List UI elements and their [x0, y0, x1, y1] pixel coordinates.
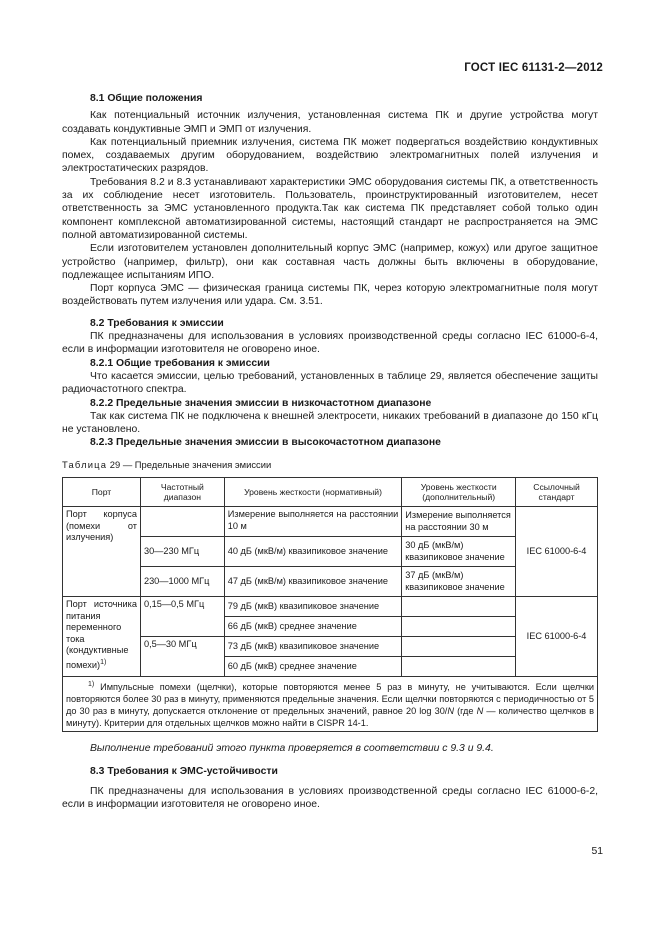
- paragraph: Как потенциальный источник излучения, установленная система ПК и другие устройства могут создавать кондуктивные ЭМП и ЭМП от излучения.: [62, 110, 598, 135]
- port-ac-power: [63, 597, 141, 677]
- paragraph: ПК предназначены для использования в условиях производственной среды согласно IEC 61000-6-2, если в информации изготовителя не оговорено иное.: [62, 785, 598, 810]
- header-frequency: Частотный диапазон: [140, 478, 224, 507]
- paragraph: Если изготовителем установлен дополнительный корпус ЭМС (например, кожух) или другое защитное устройство (например, фильтр), они как составная часть должны быть включены в оборудование, подлежащее испытаниям ИПО.: [62, 243, 598, 281]
- cell-level-normative: 66 дБ (мкВ) среднее значение: [224, 617, 401, 637]
- spacer: [62, 309, 598, 317]
- emission-limits-table: [62, 477, 598, 732]
- table-footnote: [63, 677, 598, 732]
- section-heading: 8.1 Общие положения: [90, 93, 203, 104]
- cell-frequency: 30—230 МГц: [140, 537, 224, 567]
- cell-level-normative: 60 дБ (мкВ) среднее значение: [224, 657, 401, 677]
- paragraph: Что касается эмиссии, целью требований, установленных в таблице 29, является обеспечение защиты радиочастотного спектра.: [62, 370, 598, 396]
- footnote-mark: 1): [88, 681, 95, 689]
- cell-frequency: 0,15—0,5 МГц: [140, 597, 224, 637]
- cell-level-normative: Измерение выполняется на расстоянии 10 м: [224, 507, 401, 537]
- port-enclosure: Порт корпуса (помехи от излучения): [63, 507, 141, 597]
- table-row: [63, 597, 598, 617]
- text-sections: [62, 92, 598, 450]
- cell-level-normative: 40 дБ (мкВ/м) квазипиковое значение: [224, 537, 401, 567]
- header-level-additional: Уровень жесткости (дополнительный): [402, 478, 516, 507]
- page-number: 51: [591, 846, 603, 857]
- table-caption-label: Таблица: [62, 458, 108, 470]
- cell-level-additional: [402, 617, 516, 637]
- section-heading: 8.2.2 Предельные значения эмиссии в низкочастотном диапазоне: [90, 397, 432, 409]
- cell-level-additional: [402, 597, 516, 617]
- cell-level-normative: 73 дБ (мкВ) квазипиковое значение: [224, 637, 401, 657]
- cell-reference-standard: IEC 61000-6-4: [516, 597, 598, 677]
- cell-level-additional: 37 дБ (мкВ/м) квазипиковое значение: [402, 567, 516, 597]
- footnote-text-b: (где: [454, 706, 477, 717]
- section-heading: 8.2 Требования к эмиссии: [90, 317, 224, 329]
- paragraph: Требования 8.2 и 8.3 устанавливают характеристики ЭМС оборудования системы ПК, а ответственность за их соблюдение несет изготовитель. Пользователь, проинструктированный изготовителем, несет ответственность за ЭМС установленного продукта.Так как система ПК представляет собой только один компонент комплексной автоматизированной системы, настоящий стандарт не распространяется на ЭМС полной автоматизированной системы.: [62, 176, 598, 241]
- verification-note: Выполнение требований этого пункта проверяется в соответствии с 9.3 и 9.4.: [90, 743, 494, 755]
- table-header-row: [63, 478, 598, 507]
- section-heading: 8.3 Требования к ЭМС-устойчивости: [90, 766, 278, 778]
- table-row: [63, 507, 598, 537]
- paragraph: Порт корпуса ЭМС — физическая граница системы ПК, через которую электромагнитные поля могут воздействовать путем излучения или удара. См. 3.51.: [62, 283, 598, 308]
- standard-header: ГОСТ IEC 61131-2—2012: [464, 62, 603, 74]
- table-caption-text: 29 — Предельные значения эмиссии: [109, 458, 272, 470]
- footnote-text-a: Импульсные помехи (щелчки), которые повторяются менее 5 раз в минуту, не учитываются. Если щелчки повторяются более 30 раз в минуту, применяются предельные значения. Если щелчки повторяются с периодичностью от 5 до 30 раз в минуту, допускается отклонение от предельных значений, равное 20 log 30/: [66, 682, 594, 717]
- cell-level-additional: 30 дБ (мкВ/м) квазипиковое значение: [402, 537, 516, 567]
- header-reference-standard: Ссылочный стандарт: [516, 478, 598, 507]
- footnote-n: N: [447, 706, 454, 717]
- cell-level-normative: 79 дБ (мкВ) квазипиковое значение: [224, 597, 401, 617]
- table-footnote-row: [63, 677, 598, 732]
- page-content: [62, 92, 598, 811]
- cell-level-additional: Измерение выполняется на расстоянии 30 м: [402, 507, 516, 537]
- paragraph: ПК предназначены для использования в условиях производственной среды согласно IEC 61000-6-4, если в информации изготовителя не оговорено иное.: [62, 331, 598, 356]
- cell-reference-standard: IEC 61000-6-4: [516, 507, 598, 597]
- section-heading: 8.2.3 Предельные значения эмиссии в высокочастотном диапазоне: [90, 437, 441, 449]
- footnote-ref: 1): [100, 658, 107, 666]
- cell-level-additional: [402, 637, 516, 657]
- header-level-normative: Уровень жесткости (нормативный): [224, 478, 401, 507]
- paragraph: Как потенциальный приемник излучения, система ПК может подвергаться воздействию кондуктивных помех, создаваемых другим оборудованием, воздействию электромагнитных полей излучения и электростатических разрядов.: [62, 136, 598, 175]
- cell-frequency: 0,5—30 МГц: [140, 637, 224, 677]
- port-ac-power-label: Порт источника питания переменного тока (кондуктивные помехи): [66, 599, 137, 670]
- footnote-text-c: — количество щелчков в минуту). Критерии для отдельных щелчков можно найти в CISPR 14-1.: [66, 706, 595, 729]
- paragraph: Так как система ПК не подключена к внешней электросети, никаких требований в диапазоне до 150 кГц не установлено.: [62, 410, 598, 436]
- cell-level-additional: [402, 657, 516, 677]
- table-caption: [62, 458, 598, 471]
- section-heading: 8.2.1 Общие требования к эмиссии: [90, 357, 270, 369]
- cell-frequency: 230—1000 МГц: [140, 567, 224, 597]
- cell-level-normative: 47 дБ (мкВ/м) квазипиковое значение: [224, 567, 401, 597]
- cell-frequency: [140, 507, 224, 537]
- footnote-n: N: [476, 706, 484, 717]
- header-port: Порт: [63, 478, 141, 507]
